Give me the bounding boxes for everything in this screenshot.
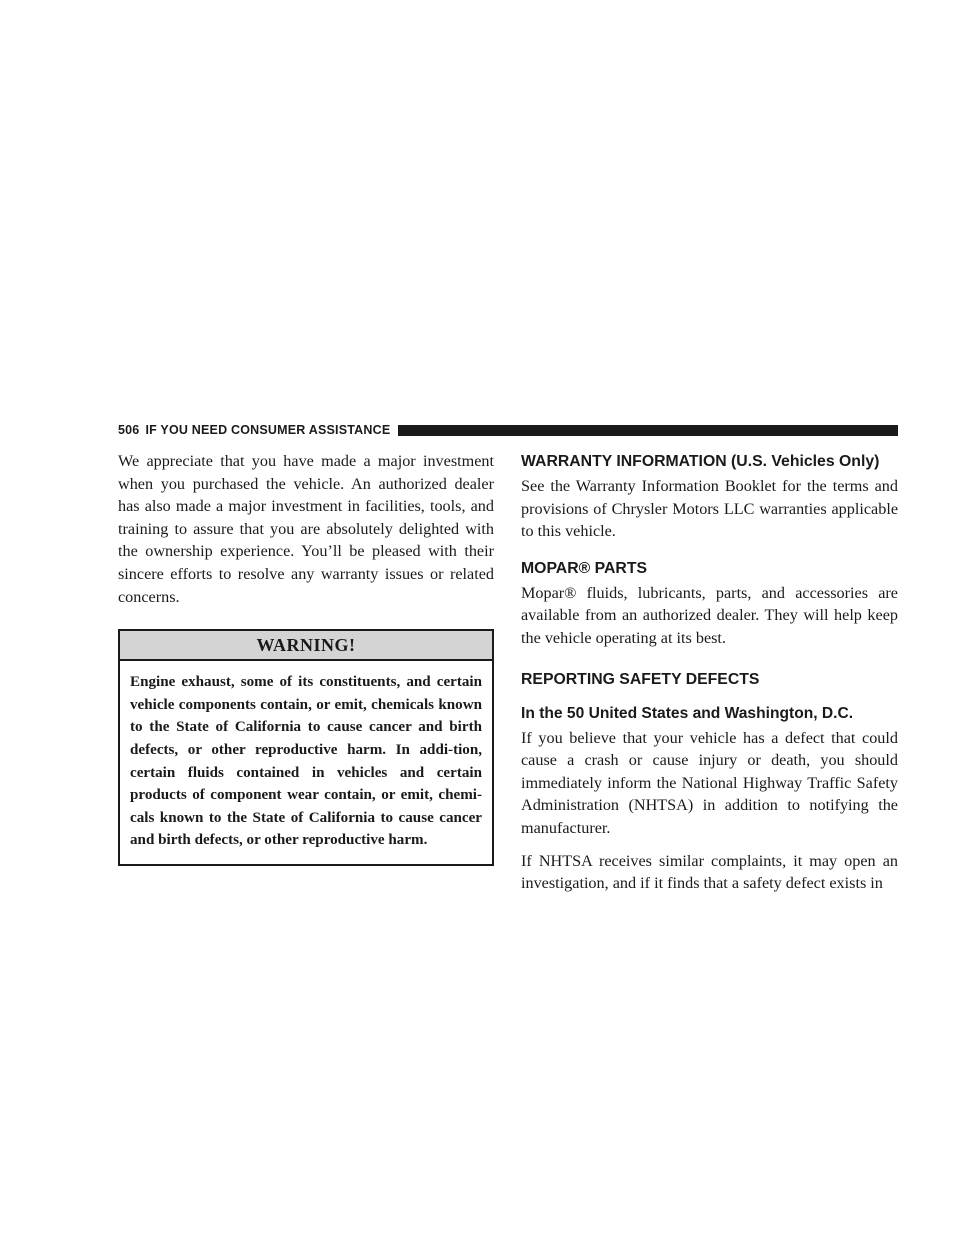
page-number: 506 bbox=[118, 423, 140, 437]
us-subheading: In the 50 United States and Washington, D.C. bbox=[521, 704, 854, 722]
right-column bbox=[521, 450, 898, 895]
intro-paragraph: We appreciate that you have made a major investment when you purchased the vehicle. An authorized dealer has also made a major investment in facilities, tools, and training to assure that you are absolutely delighted with the ownership experience. You’ll be pleased with their sincere efforts to resolve any warranty issues or related concerns. bbox=[118, 452, 494, 606]
mopar-heading: MOPAR® PARTS bbox=[521, 559, 648, 577]
mopar-paragraph: Mopar® fluids, lubricants, parts, and accessories are available from an authorized dealer. They will help keep the vehicle operating at its best. bbox=[521, 583, 898, 647]
warranty-paragraph: See the Warranty Information Booklet for the terms and provisions of Chrysler Motors LLC warranties applicable to this vehicle. bbox=[521, 477, 898, 541]
page-header bbox=[118, 422, 898, 438]
safety-defects-heading: REPORTING SAFETY DEFECTS bbox=[521, 670, 760, 688]
header-rule bbox=[398, 425, 898, 436]
section-title: IF YOU NEED CONSUMER ASSISTANCE bbox=[145, 423, 391, 437]
warning-box bbox=[118, 629, 494, 866]
warning-text: Engine exhaust, some of its constituents, and certain vehicle components contain, or emit, chemicals known to the State of California to cause cancer and birth defects, or other reproductive harm. In addi-tion, certain fluids contained in vehicles and certain products of component wear contain, or emit, chemi-cals known to the State of California to cause cancer and birth defects, or other reproductive harm. bbox=[130, 674, 482, 849]
left-column bbox=[118, 450, 494, 866]
warning-title: WARNING! bbox=[120, 631, 492, 661]
us-paragraph-1: If you believe that your vehicle has a defect that could cause a crash or cause injury or death, you should immediately inform the National Highway Traffic Safety Administration (NHTSA) in addition to notifying the manufacturer. bbox=[521, 728, 898, 837]
us-paragraph-2: If NHTSA receives similar complaints, it may open an investigation, and if it finds that a safety defect exists in bbox=[521, 851, 898, 893]
warranty-heading: WARRANTY INFORMATION (U.S. Vehicles Only) bbox=[521, 453, 880, 470]
